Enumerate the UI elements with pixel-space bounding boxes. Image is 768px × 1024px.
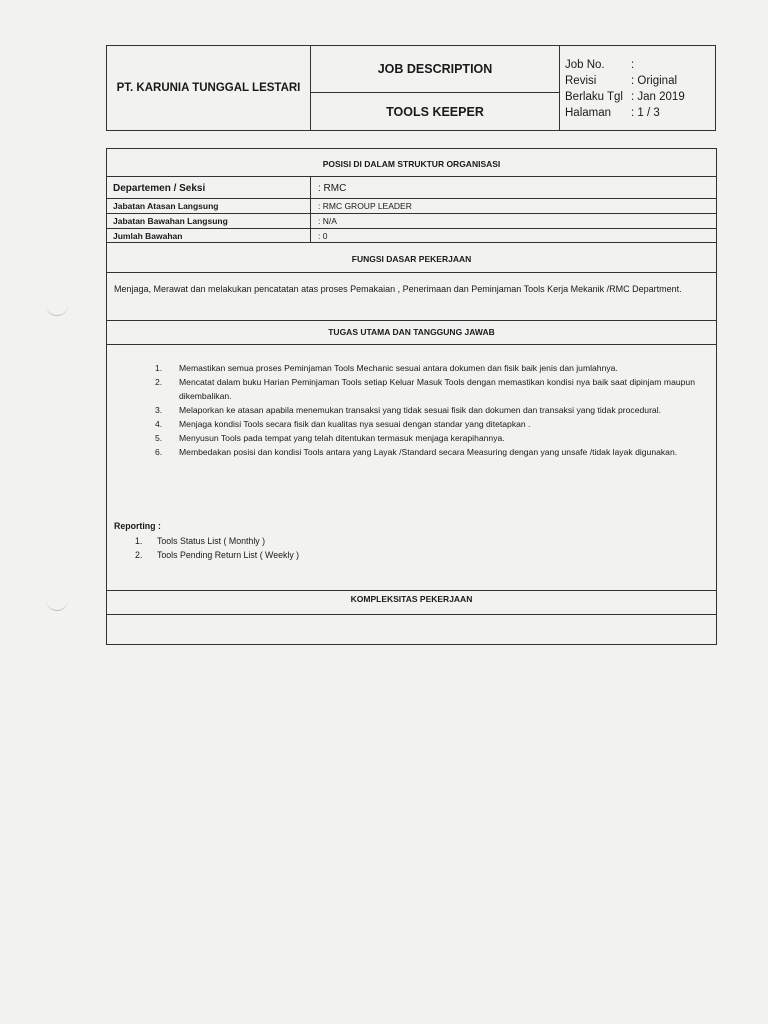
doc-type-title: JOB DESCRIPTION xyxy=(311,46,560,93)
item-text: Tools Pending Return List ( Weekly ) xyxy=(157,550,300,560)
punch-mark-bottom xyxy=(46,600,68,611)
punch-mark-top xyxy=(46,305,68,316)
task-list xyxy=(155,361,695,459)
item-text: Menyusun Tools pada tempat yang telah ditentukan termasuk menjaga kerapihannya. xyxy=(179,433,505,443)
row-value: : RMC xyxy=(318,182,347,194)
reporting-title: Reporting : xyxy=(114,521,161,531)
item-number: 3. xyxy=(155,405,163,415)
reporting-block xyxy=(114,519,299,563)
meta-value: : 1 / 3 xyxy=(631,107,660,119)
list-item xyxy=(155,431,695,445)
list-item xyxy=(155,445,695,459)
meta-key: Halaman xyxy=(565,107,612,119)
meta-value: : Jan 2019 xyxy=(631,91,685,103)
item-number: 5. xyxy=(155,433,163,443)
position-title: TOOLS KEEPER xyxy=(311,93,560,130)
item-text: Memastikan semua proses Peminjaman Tools Mechanic sesuai antara dokumen dan fisik baik jenis dan jumlahnya. xyxy=(179,363,618,373)
row-label: Jabatan Bawahan Langsung xyxy=(113,216,228,226)
divider xyxy=(107,614,716,615)
list-item xyxy=(114,534,299,549)
list-item xyxy=(155,361,695,375)
list-item xyxy=(114,548,299,563)
row-value: : N/A xyxy=(318,216,337,226)
meta-row-halaman xyxy=(565,105,713,121)
meta-row-berlaku xyxy=(565,89,713,105)
structure-row-jumlah xyxy=(107,229,716,242)
fungsi-title: FUNGSI DASAR PEKERJAAN xyxy=(351,254,472,264)
meta-row-job-no xyxy=(565,57,713,73)
meta-key: Job No. xyxy=(565,59,605,71)
structure-row-bawahan xyxy=(107,214,716,228)
list-item xyxy=(155,375,695,403)
item-number: 6. xyxy=(155,447,163,457)
structure-row-atasan xyxy=(107,199,716,213)
item-number: 2. xyxy=(135,550,143,560)
meta-value: : xyxy=(631,59,635,71)
row-label: Jabatan Atasan Langsung xyxy=(113,201,219,211)
item-number: 1. xyxy=(135,535,143,546)
list-item xyxy=(155,403,695,417)
meta-row-revisi xyxy=(565,73,713,89)
meta-key: Berlaku Tgl xyxy=(565,91,623,103)
divider xyxy=(107,272,716,273)
item-number: 1. xyxy=(155,363,163,373)
row-label: Jumlah Bawahan xyxy=(113,230,183,241)
row-value: : 0 xyxy=(318,230,328,241)
item-text: Mencatat dalam buku Harian Peminjaman Tools setiap Keluar Masuk Tools dengan memastikan kondisi nya baik saat dipinjam maupun dikembalikan. xyxy=(179,377,695,401)
doc-meta xyxy=(565,57,713,121)
header-box xyxy=(106,45,716,131)
structure-title: POSISI DI DALAM STRUKTUR ORGANISASI xyxy=(322,159,501,169)
item-text: Membedakan posisi dan kondisi Tools antara yang Layak /Standard secara Measuring dengan yang unsafe /tidak layak digunakan. xyxy=(179,447,678,457)
item-text: Tools Status List ( Monthly ) xyxy=(157,535,266,546)
item-number: 2. xyxy=(155,377,163,387)
list-item xyxy=(155,417,695,431)
tugas-title: TUGAS UTAMA DAN TANGGUNG JAWAB xyxy=(328,327,495,337)
divider xyxy=(107,590,716,591)
item-text: Menjaga kondisi Tools secara fisik dan kualitas nya sesuai dengan standar yang ditetapkan . xyxy=(179,419,531,429)
company-name: PT. KARUNIA TUNGGAL LESTARI xyxy=(107,46,311,130)
kompleksitas-title: KOMPLEKSITAS PEKERJAAN xyxy=(350,594,473,604)
row-value: : RMC GROUP LEADER xyxy=(318,201,412,211)
divider xyxy=(107,320,716,321)
item-number: 4. xyxy=(155,419,163,429)
meta-value: : Original xyxy=(631,75,678,87)
job-detail-box xyxy=(106,148,717,645)
item-text: Melaporkan ke atasan apabila menemukan transaksi yang tidak sesuai fisik dan dokumen dan transaksi yang tidak procedural. xyxy=(179,405,662,415)
divider xyxy=(107,176,716,177)
row-label: Departemen / Seksi xyxy=(113,182,206,194)
fungsi-text: Menjaga, Merawat dan melakukan pencatatan atas proses Pemakaian , Penerimaan dan Peminjaman Tools Kerja Mekanik /RMC Department. xyxy=(114,284,682,294)
divider xyxy=(107,344,716,345)
structure-row-dept xyxy=(107,178,716,198)
divider xyxy=(107,242,716,243)
meta-key: Revisi xyxy=(565,75,597,87)
